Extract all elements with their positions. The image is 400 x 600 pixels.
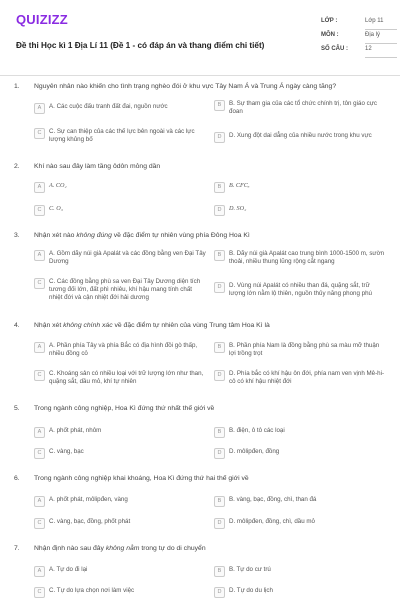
option-b-box: B	[214, 496, 225, 507]
option-text: D. môlipđen, đồng, chì, dầu mỏ	[229, 518, 315, 525]
option-b-box: B	[214, 342, 225, 353]
option-c-box: C	[34, 278, 45, 289]
meta-class-value: Lớp 11	[365, 16, 397, 30]
option-c-box: C	[34, 448, 45, 459]
option-c-box: C	[34, 518, 45, 529]
option-text: A. Gồm dãy núi già Apalát và các đồng bằng ven Đại Tây Dương	[49, 250, 206, 266]
option-text: A. phốt phát, nhôm	[49, 427, 102, 434]
question-number: 6.	[14, 475, 20, 482]
option-d-box: D	[214, 205, 225, 216]
question-number: 2.	[14, 163, 20, 170]
option-text: A. phốt phát, môlipđen, vàng	[49, 496, 128, 503]
question-5	[14, 405, 390, 465]
option-d-box: D	[214, 518, 225, 529]
meta-count-value: 12	[365, 44, 397, 58]
option-text: D. môlipđen, đồng	[229, 448, 280, 455]
header-divider	[0, 75, 400, 76]
option-a-box: A	[34, 342, 45, 353]
option-a-box: A	[34, 427, 45, 438]
meta-class	[321, 16, 399, 30]
option-c-box: C	[34, 370, 45, 381]
option-b-box: B	[214, 182, 225, 193]
meta-question-count	[321, 44, 399, 58]
option-c-box: C	[34, 128, 45, 139]
meta-class-label: LỚP :	[321, 18, 338, 24]
meta-subject	[321, 30, 399, 44]
option-c-box: C	[34, 587, 45, 598]
option-text: C. vàng, bạc, đồng, phốt phát	[49, 518, 131, 525]
question-number: 1.	[14, 83, 20, 90]
question-text: Nhận xét không chính xác về đặc điểm tự nhiên của vùng Trung tâm Hoa Kì là	[34, 322, 270, 329]
page-title: Đề thi Học kì 1 Địa Lí 11 (Đề 1 - có đáp án và thang điểm chi tiết)	[16, 41, 265, 50]
option-text: B. CFCₓ	[229, 182, 250, 189]
question-text: Nhận định nào sau đây không nằm trong tự do di chuyển	[34, 545, 206, 552]
option-text: D. Tự do du lịch	[229, 587, 273, 594]
option-text: A. Các cuộc đấu tranh đất đai, nguồn nước	[49, 103, 168, 110]
question-3	[14, 232, 390, 312]
option-c-box: C	[34, 205, 45, 216]
meta-fields	[321, 16, 399, 58]
question-number: 7.	[14, 545, 20, 552]
question-4	[14, 322, 390, 402]
question-number: 3.	[14, 232, 20, 239]
meta-subject-value: Địa lý	[365, 30, 397, 44]
question-number: 5.	[14, 405, 20, 412]
question-text: Nhận xét nào không đúng về đặc điểm tự nhiên vùng phía Đông Hoa Kì	[34, 232, 250, 239]
option-b-box: B	[214, 427, 225, 438]
option-b-box: B	[214, 100, 225, 111]
question-text: Nguyên nhân nào khiến cho tình trạng nghèo đói ở khu vực Tây Nam Á và Trung Á ngày càng tăng?	[34, 83, 337, 90]
option-text: D. Phía bắc có khí hậu ôn đới, phía nam ven vịnh Mê-hi-cô có khí hậu nhiệt đới	[229, 370, 385, 386]
option-text: B. Tự do cư trú	[229, 566, 271, 573]
option-a-box: A	[34, 103, 45, 114]
option-text: A. Phần phía Tây và phía Bắc có địa hình đồi gò thấp, nhiều đồng cỏ	[49, 342, 198, 358]
option-text: B. Phần phía Nam là đồng bằng phù sa màu mỡ thuận lợi trồng trọt	[229, 342, 380, 358]
option-b-box: B	[214, 250, 225, 261]
option-d-box: D	[214, 282, 225, 293]
option-a-box: A	[34, 496, 45, 507]
option-text: D. Vùng núi Apalát có nhiều than đá, quặng sắt, trữ lượng lớn nằm lộ thiên, nguồn thủy năng phong phú	[229, 282, 372, 298]
option-d-box: D	[214, 587, 225, 598]
option-text: C. vàng, bạc	[49, 448, 84, 455]
option-text: B. điện, ô tô các loại	[229, 427, 285, 434]
option-a-box: A	[34, 250, 45, 261]
question-text: Trong ngành công nghiệp, Hoa Kì đứng thứ nhất thế giới về	[34, 405, 215, 412]
question-6	[14, 475, 390, 535]
option-text: D. SO₂	[229, 205, 247, 212]
option-text: C. Sự can thiệp của các thế lực bên ngoài và các lực lượng khủng bố	[49, 128, 195, 144]
option-d-box: D	[214, 132, 225, 143]
option-text: B. Dãy núi già Apalát cao trung bình 1000-1500 m, sườn thoải, nhiều thung lũng rộng cắt ngang	[229, 250, 385, 266]
option-text: C. O₃	[49, 205, 63, 212]
meta-count-label: SỐ CÂU :	[321, 46, 348, 52]
question-2	[14, 163, 390, 223]
option-a-box: A	[34, 566, 45, 577]
option-text: B. vàng, bạc, đồng, chì, than đá	[229, 496, 317, 503]
option-text: C. Tự do lựa chọn nơi làm việc	[49, 587, 135, 594]
question-7	[14, 545, 390, 600]
option-d-box: D	[214, 448, 225, 459]
option-text: D. Xung đột dai dẳng của nhiều nước trong khu vực	[229, 132, 372, 139]
worksheet-header	[16, 12, 386, 62]
quizizz-logo: QUIZIZZ	[16, 12, 68, 27]
option-text: B. Sự tham gia của các tổ chức chính trị, tôn giáo cực đoan	[229, 100, 377, 116]
option-text: C. Khoáng sản có nhiều loại với trữ lượng lớn như than, quặng sắt, dầu mỏ, khí tự nhiên	[49, 370, 204, 386]
option-b-box: B	[214, 566, 225, 577]
meta-subject-label: MÔN :	[321, 32, 339, 38]
option-text: A. Tự do đi lại	[49, 566, 88, 573]
question-1	[14, 83, 390, 153]
option-text: A. CO₂	[49, 182, 67, 189]
option-d-box: D	[214, 370, 225, 381]
question-text: Khí nào sau đây làm tầng ôdôn mỏng dần	[34, 163, 161, 170]
option-a-box: A	[34, 182, 45, 193]
question-text: Trong ngành công nghiệp khai khoáng, Hoa Kì đứng thứ hai thế giới về	[34, 475, 249, 482]
option-text: C. Các đồng bằng phù sa ven Đại Tây Dương diện tích tương đối lớn, đất phì nhiêu, khí hậu mang tính chất nhiệt đới và cận nhiệt đới hải dương	[49, 278, 201, 302]
question-number: 4.	[14, 322, 20, 329]
